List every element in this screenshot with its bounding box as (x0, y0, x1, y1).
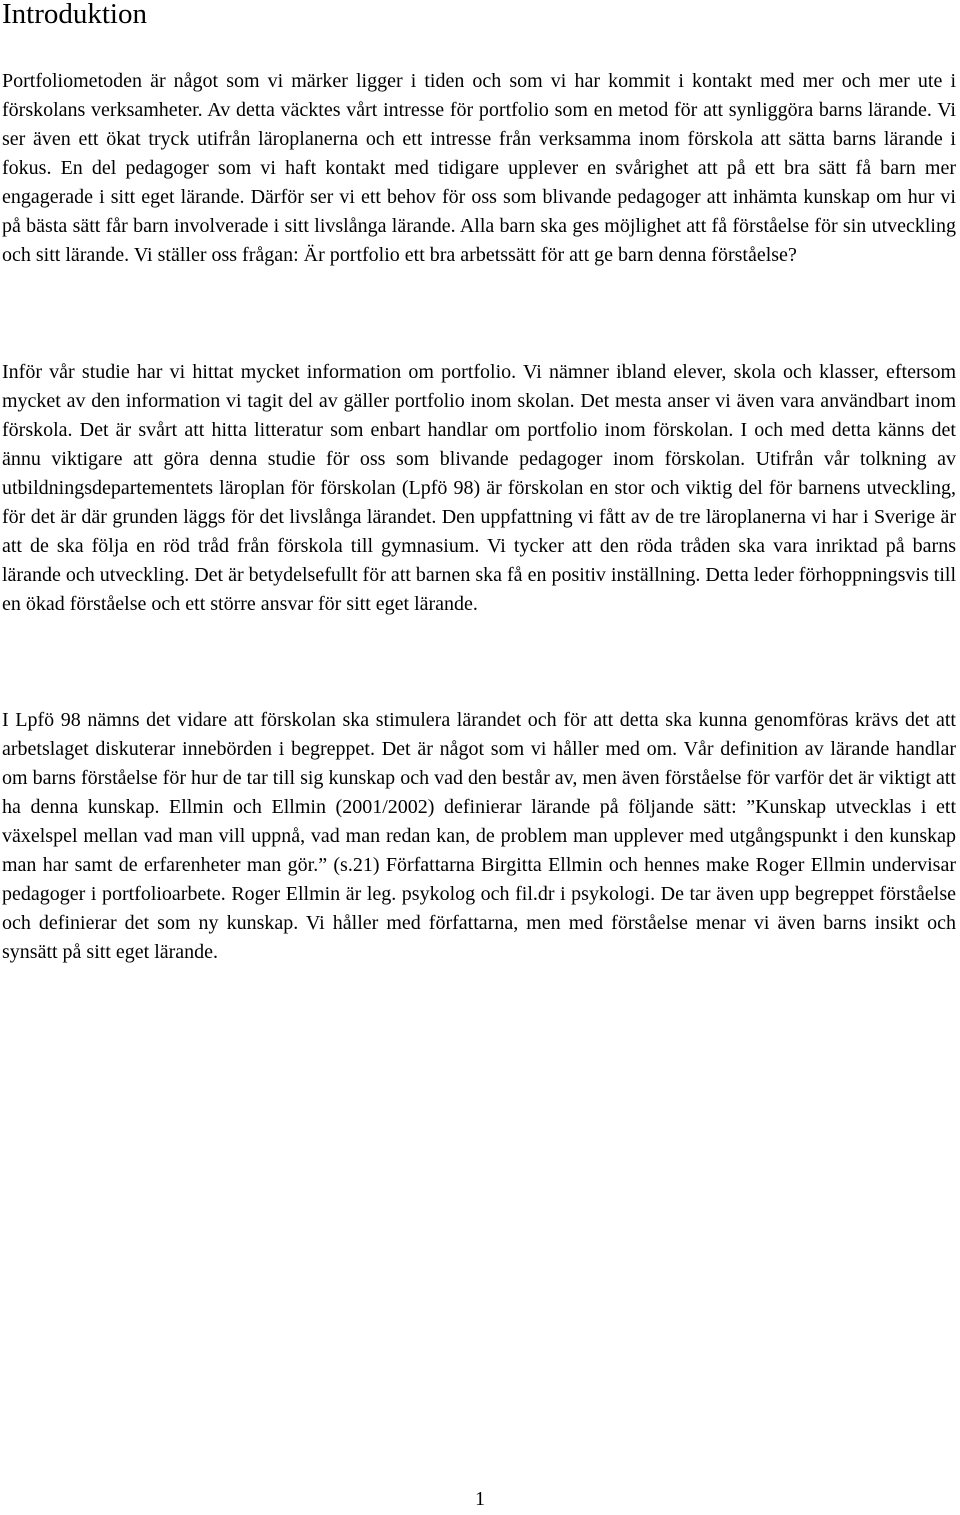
paragraph-3: I Lpfö 98 nämns det vidare att förskolan ska stimulera lärandet och för att detta ska kunna genomföras krävs det att arbetslaget diskuterar innebörden i begreppet. Det är något som vi håller med om. Vår definition av lärande handlar om barns förståelse för hur de tar till sig kunskap och vad den består av, men även förståelse för varför det är viktigt att ha denna kunskap. Ellmin och Ellmin (2001/2002) definierar lärande på följande sätt: ”Kunskap utvecklas i ett växelspel mellan vad man vill uppnå, vad man redan kan, de problem man upplever med utgångspunkt i den kunskap man har samt de erfarenheter man gör.” (s.21) Författarna Birgitta Ellmin och hennes make Roger Ellmin undervisar pedagoger i portfolioarbete. Roger Ellmin är leg. psykolog och fil.dr i psykologi. De tar även upp begreppet förståelse och definierar det som ny kunskap. Vi håller med författarna, men med förståelse menar vi även barns insikt och synsätt på sitt eget lärande. (2, 709, 956, 963)
section-heading: Introduktion (2, 0, 147, 30)
page-number: 1 (475, 1488, 485, 1510)
paragraph-1: Portfoliometoden är något som vi märker ligger i tiden och som vi har kommit i kontakt med mer och mer ute i förskolans verksamheter. Av detta väcktes vårt intresse för portfolio som en metod för att synliggöra barns lärande. Vi ser även ett ökat tryck utifrån läroplanerna och ett intresse från verksamma inom förskola att sätta barns lärande i fokus. En del pedagoger som vi haft kontakt med tidigare upplever en svårighet att på ett bra sätt få barn mer engagerade i sitt eget lärande. Därför ser vi ett behov för oss som blivande pedagoger att inhämta kunskap om hur vi på bästa sätt får barn involverade i sitt livslånga lärande. Alla barn ska ges möjlighet att få förståelse för sin utveckling och sitt lärande. Vi ställer oss frågan: Är portfolio ett bra arbetssätt för att ge barn denna förståelse? (2, 70, 956, 266)
paragraph-2: Inför vår studie har vi hittat mycket information om portfolio. Vi nämner ibland elever, skola och klasser, eftersom mycket av den information vi tagit del av gäller portfolio inom skolan. Det mesta anser vi även vara användbart inom förskola. Det är svårt att hitta litteratur som enbart handlar om portfolio inom förskolan. I och med detta känns det ännu viktigare att göra denna studie för oss som blivande pedagoger inom förskolan. Utifrån vår tolkning av utbildningsdepartementets läroplan för förskolan (Lpfö 98) är förskolan en stor och viktig del för barnens utveckling, för det är där grunden läggs för det livslånga lärandet. Den uppfattning vi fått av de tre läroplanerna vi har i Sverige är att de ska följa en röd tråd från förskola till gymnasium. Vi tycker att den röda tråden ska vara inriktad på barns lärande och utveckling. Det är betydelsefullt för att barnen ska få en positiv inställning. Detta leder förhoppningsvis till en ökad förståelse och ett större ansvar för sitt eget lärande. (2, 361, 956, 615)
